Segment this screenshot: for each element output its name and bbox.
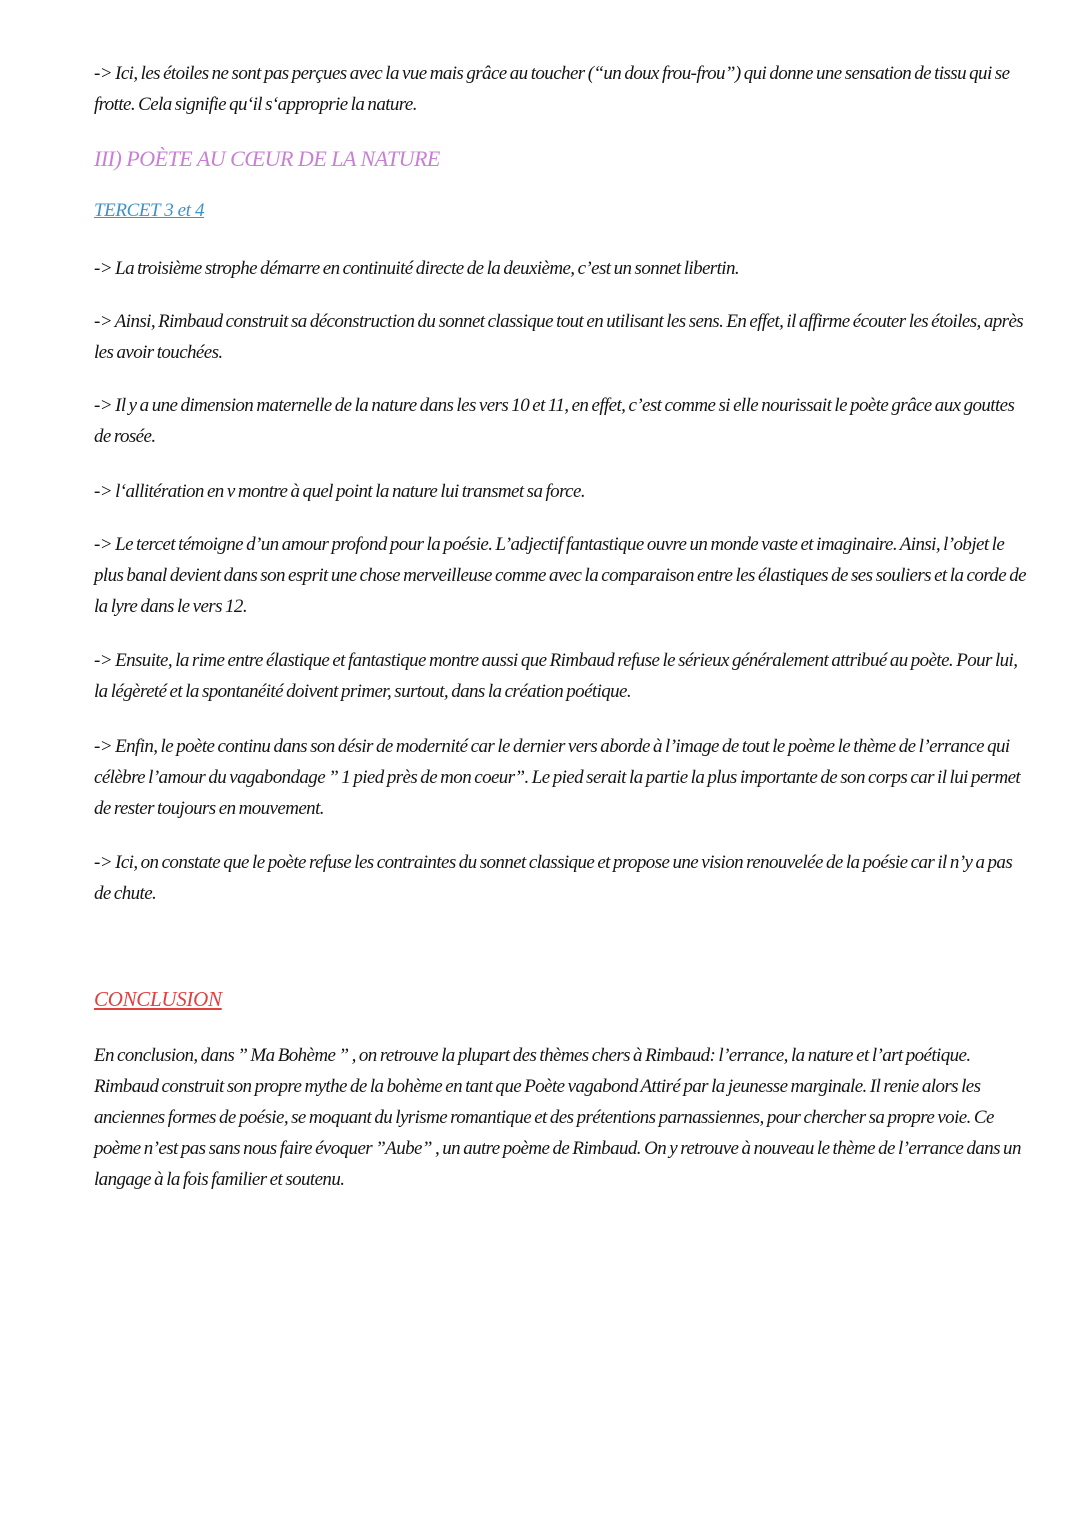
- point-1: -> La troisième strophe démarre en continuité directe de la deuxième, c’est un sonnet libertin.: [94, 258, 740, 279]
- conclusion-heading: CONCLUSION: [94, 987, 222, 1011]
- point-4: -> l‘allitération en v montre à quel point la nature lui transmet sa force.: [94, 481, 585, 502]
- point-2: -> Ainsi, Rimbaud construit sa déconstruction du sonnet classique tout en utilisant les sens. En effet, il affirme écouter les étoiles, après les avoir touchées.: [94, 311, 1024, 363]
- paragraph-touch-stars: -> Ici, les étoiles ne sont pas perçues avec la vue mais grâce au toucher (“un doux frou-frou”) qui donne une sensation de tissu qui se frotte. Cela signifie qu‘il s‘approprie la nature.: [94, 63, 1010, 115]
- sub-heading-tercet: TERCET 3 et 4: [94, 200, 205, 221]
- point-7: -> Enfin, le poète continu dans son désir de modernité car le dernier vers aborde à l’image de tout le poème le thème de l’errance qui célèbre l’amour du vagabondage ” 1 pied près de mon coeur”. Le pied serait la partie la plus importante de son corps car il lui permet de rester toujours en mouvement.: [94, 736, 1021, 819]
- point-5: -> Le tercet témoigne d’un amour profond pour la poésie. L’adjectif fantastique ouvre un monde vaste et imaginaire. Ainsi, l’objet le plus banal devient dans son esprit une chose merveilleuse comme avec la comparaison entre les élastiques de ses souliers et la corde de la lyre dans le vers 12.: [94, 534, 1026, 617]
- point-3: -> Il y a une dimension maternelle de la nature dans les vers 10 et 11, en effet, c’est comme si elle nourissait le poète grâce aux gouttes de rosée.: [94, 395, 1015, 447]
- point-8: -> Ici, on constate que le poète refuse les contraintes du sonnet classique et propose une vision renouvelée de la poésie car il n’y a pas de chute.: [94, 852, 1013, 904]
- point-6: -> Ensuite, la rime entre élastique et fantastique montre aussi que Rimbaud refuse le sérieux généralement attribué au poète. Pour lui, la légèreté et la spontanéité doivent primer, surtout, dans la création poétique.: [94, 650, 1018, 702]
- section-heading: III) POÈTE AU CŒUR DE LA NATURE: [94, 146, 440, 171]
- conclusion-paragraph: En conclusion, dans ” Ma Bohème ” , on retrouve la plupart des thèmes chers à Rimbaud: l’errance, la nature et l’art poétique. Rimbaud construit son propre mythe de la bohème en tant que Poète vagabond Attiré par la jeunesse marginale. Il renie alors les anciennes formes de poésie, se moquant du lyrisme romantique et des prétentions parnassiennes, pour chercher sa propre voie. Ce poème n’est pas sans nous faire évoquer ”Aube” , un autre poème de Rimbaud. On y retrouve à nouveau le thème de l’errance dans un langage à la fois familier et soutenu.: [94, 1045, 1021, 1190]
